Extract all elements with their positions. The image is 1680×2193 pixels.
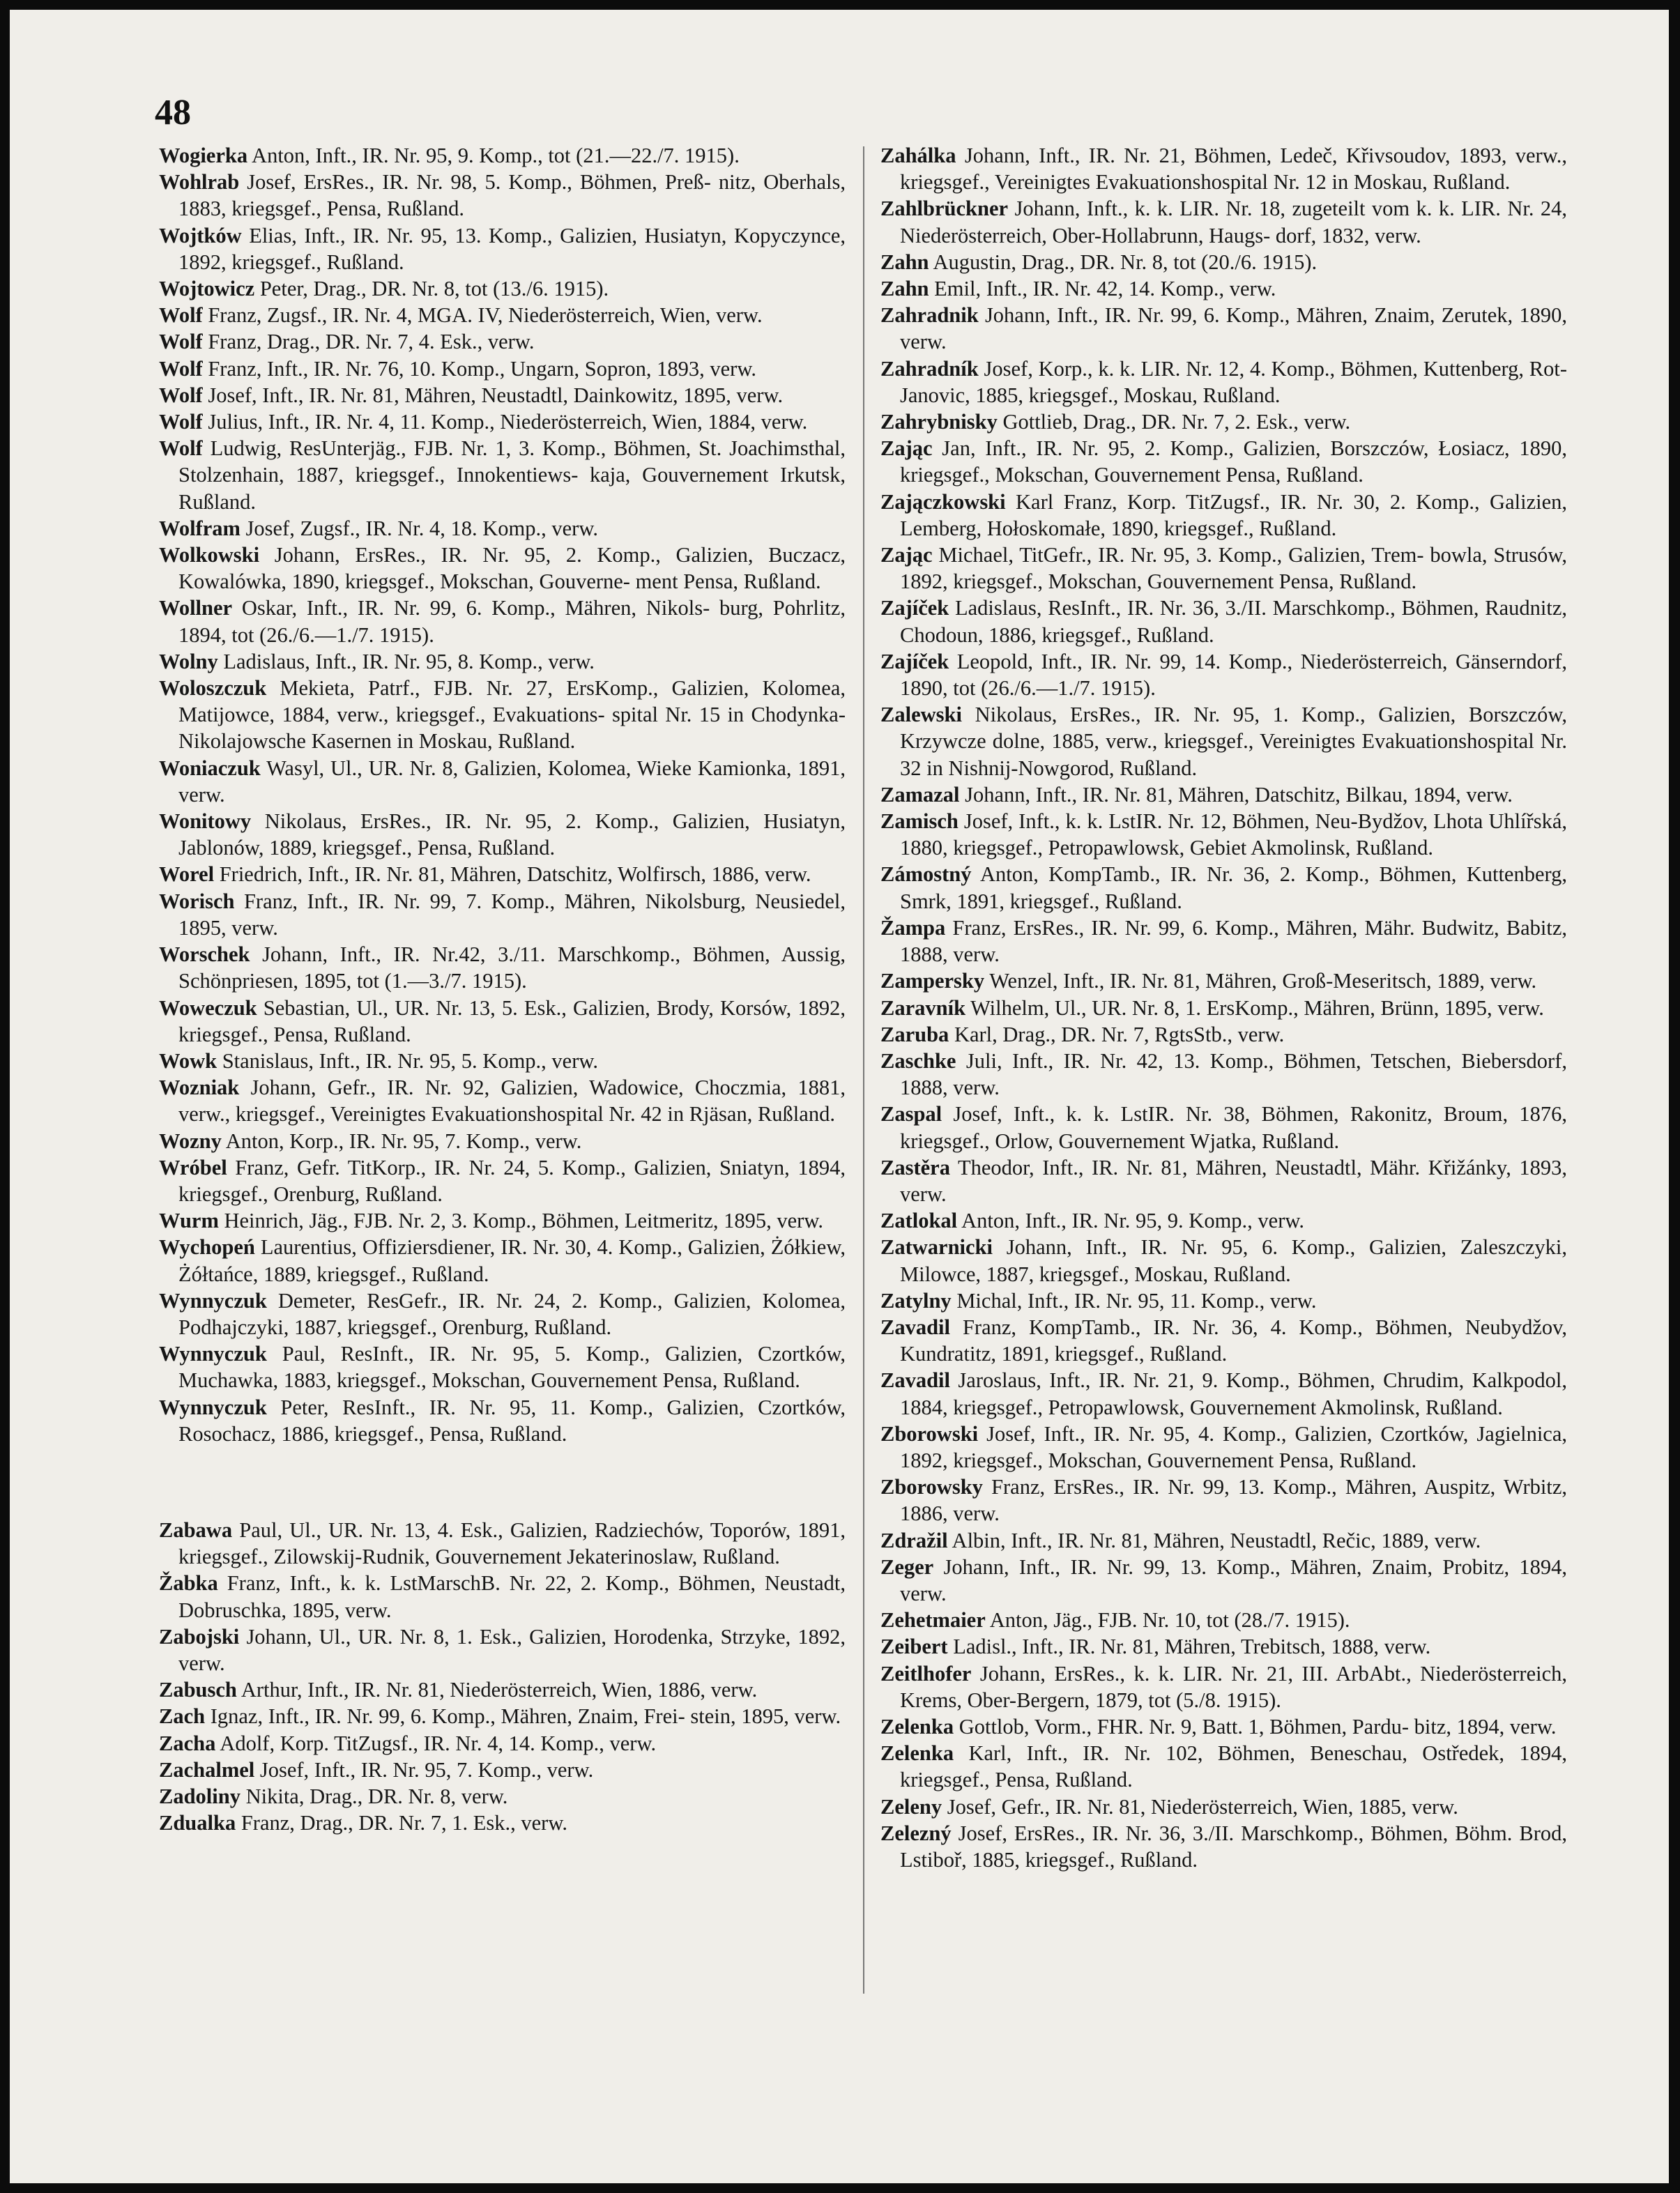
list-entry (159, 275, 846, 302)
entry-surname: Zajíček (880, 596, 949, 620)
entry-surname: Worisch (159, 889, 235, 913)
list-entry (159, 1517, 846, 1570)
entry-surname: Zelezný (880, 1821, 952, 1845)
entry-surname: Zahn (880, 250, 929, 274)
list-entry (159, 1340, 846, 1393)
entry-details: Josef, ErsRes., IR. Nr. 36, 3./II. Marschkomp., Böhmen, Böhm. Brod, Lstiboř, 1885, kriegsgef., Rußland. (900, 1821, 1568, 1872)
list-entry (159, 356, 846, 382)
entry-surname: Wojtków (159, 223, 242, 247)
entry-details: Ladislaus, Inft., IR. Nr. 95, 8. Komp., verw. (223, 649, 595, 673)
entry-surname: Zajączkowski (880, 489, 1006, 514)
entry-surname: Wolf (159, 436, 203, 461)
list-entry (159, 995, 846, 1048)
list-entry (880, 1101, 1567, 1154)
entry-surname: Wojtowicz (159, 277, 255, 301)
list-entry (159, 648, 846, 675)
list-entry (880, 995, 1567, 1021)
entry-surname: Wurm (159, 1209, 219, 1233)
list-entry (159, 222, 846, 275)
list-entry (880, 968, 1567, 994)
list-entry (159, 1623, 846, 1676)
list-entry (880, 1820, 1567, 1873)
entry-details: Oskar, Inft., IR. Nr. 99, 6. Komp., Mähren, Nikols- burg, Pohrlitz, 1894, tot (26./6.—1./7. 1915). (178, 596, 846, 647)
entry-details: Franz, Zugsf., IR. Nr. 4, MGA. IV, Niederösterreich, Wien, verw. (208, 303, 763, 328)
list-entry (880, 1607, 1567, 1633)
entry-surname: Wynnyczuk (159, 1288, 267, 1313)
entry-details: Johann, Inft., IR. Nr. 99, 13. Komp., Mähren, Znaim, Probitz, 1894, verw. (900, 1554, 1568, 1605)
entry-details: Josef, Inft., k. k. LstIR. Nr. 38, Böhmen, Rakonitz, Broum, 1876, kriegsgef., Orlow, Gouvernement Wjatka, Rußland. (900, 1102, 1568, 1153)
list-entry (159, 595, 846, 648)
entry-surname: Zaruba (880, 1022, 949, 1046)
entry-details: Michael, TitGefr., IR. Nr. 95, 3. Komp., Galizien, Trem- bowla, Strusów, 1892, kriegsgef., Mokschan, Gouvernement Pensa, Rußland. (900, 543, 1568, 594)
list-entry (880, 1367, 1567, 1420)
entry-details: Michal, Inft., IR. Nr. 95, 11. Komp., verw. (956, 1288, 1317, 1313)
list-entry (880, 1421, 1567, 1474)
list-entry (880, 1154, 1567, 1207)
page-number: 48 (155, 93, 191, 132)
entry-surname: Žabka (159, 1571, 218, 1596)
list-entry (159, 941, 846, 994)
list-entry (159, 1154, 846, 1207)
list-entry (880, 781, 1567, 808)
entry-details: Johann, Inft., IR. Nr.42, 3./11. Marschkomp., Böhmen, Aussig, Schönpriesen, 1895, tot (1.—3./7. 1915). (178, 942, 846, 993)
entry-details: Gottlob, Vorm., FHR. Nr. 9, Batt. 1, Böhmen, Pardu- bitz, 1894, verw. (959, 1714, 1557, 1739)
entry-details: Johann, Inft., IR. Nr. 21, Böhmen, Ledeč, Křivsoudov, 1893, verw., kriegsgef., Vereinigtes Evakuationshospital Nr. 12 in Moskau, Rußland. (900, 144, 1568, 194)
entry-surname: Zając (880, 436, 933, 461)
entry-details: Ludwig, ResUnterjäg., FJB. Nr. 1, 3. Komp., Böhmen, St. Joachimsthal, Stolzenhain, 1887, kriegsgef., Innokentiews- kaja, Gouvernement Irkutsk, Rußland. (178, 436, 846, 514)
entry-details: Nikolaus, ErsRes., IR. Nr. 95, 1. Komp., Galizien, Borszczów, Krzywcze dolne, 1885, verw., kriegsgef., Vereinigtes Evakuationshospital Nr. 32 in Nishnij-Nowgorod, Rußland. (900, 703, 1568, 780)
entry-surname: Zastěra (880, 1155, 950, 1179)
list-entry (159, 1783, 846, 1810)
list-entry (880, 1234, 1567, 1287)
list-entry (159, 1810, 846, 1836)
entry-surname: Zabawa (159, 1518, 233, 1542)
right-column (880, 142, 1567, 1873)
entry-details: Josef, Inft., IR. Nr. 95, 7. Komp., verw. (259, 1757, 594, 1782)
entry-surname: Zamazal (880, 782, 960, 807)
entry-surname: Wowk (159, 1048, 217, 1073)
list-entry (159, 515, 846, 542)
column-divider (863, 146, 864, 1994)
list-entry (159, 382, 846, 408)
list-entry (159, 1757, 846, 1783)
entry-details: Josef, ErsRes., IR. Nr. 98, 5. Komp., Böhmen, Preß- nitz, Oberhals, 1883, kriegsgef., Pensa, Rußland. (178, 170, 846, 221)
list-entry (880, 489, 1567, 542)
entry-details: Karl, Inft., IR. Nr. 102, Böhmen, Beneschau, Ostředek, 1894, kriegsgef., Pensa, Rußland. (900, 1741, 1568, 1792)
entry-details: Julius, Inft., IR. Nr. 4, 11. Komp., Niederösterreich, Wien, 1884, verw. (208, 410, 808, 434)
entry-surname: Zajíček (880, 649, 949, 673)
entry-details: Nikolaus, ErsRes., IR. Nr. 95, 2. Komp., Galizien, Husiatyn, Jablonów, 1889, kriegsgef., Pensa, Rußland. (178, 809, 846, 860)
list-entry (159, 808, 846, 861)
entry-surname: Wolkowski (159, 543, 260, 567)
list-entry (880, 1527, 1567, 1554)
entry-details: Johann, ErsRes., IR. Nr. 95, 2. Komp., Galizien, Buczacz, Kowalówka, 1890, kriegsgef., Mokschan, Gouverne- ment Pensa, Rußland. (178, 543, 846, 594)
list-entry (159, 435, 846, 515)
entry-surname: Zavadil (880, 1368, 951, 1393)
entry-surname: Wonitowy (159, 809, 252, 834)
entry-surname: Wohlrab (159, 170, 240, 194)
entry-details: Ignaz, Inft., IR. Nr. 99, 6. Komp., Mähren, Znaim, Frei- stein, 1895, verw. (210, 1704, 841, 1729)
entry-surname: Zach (159, 1704, 206, 1729)
entry-details: Jan, Inft., IR. Nr. 95, 2. Komp., Galizien, Borszczów, Łosiacz, 1890, kriegsgef., Mokschan, Gouvernement Pensa, Rußland. (900, 436, 1568, 487)
entry-details: Karl Franz, Korp. TitZugsf., IR. Nr. 30, 2. Komp., Galizien, Lemberg, Hołoskomałe, 1890, kriegsgef., Rußland. (900, 489, 1567, 540)
list-entry (159, 1287, 846, 1340)
entry-surname: Woloszczuk (159, 676, 267, 701)
list-entry (159, 888, 846, 941)
entry-surname: Wozny (159, 1129, 222, 1153)
list-entry (159, 408, 846, 435)
entry-details: Sebastian, Ul., UR. Nr. 13, 5. Esk., Galizien, Brody, Korsów, 1892, kriegsgef., Pensa, Rußland. (178, 995, 846, 1046)
list-entry (880, 595, 1567, 648)
entry-surname: Zając (880, 543, 933, 567)
entry-details: Franz, Inft., IR. Nr. 76, 10. Komp., Ungarn, Sopron, 1893, verw. (208, 356, 757, 381)
list-entry (159, 1128, 846, 1154)
list-entry (159, 1394, 846, 1447)
entry-details: Gottlieb, Drag., DR. Nr. 7, 2. Esk., verw. (1002, 410, 1351, 434)
list-entry (159, 861, 846, 887)
entry-surname: Zampersky (880, 969, 985, 993)
entry-surname: Zelenka (880, 1741, 954, 1766)
entry-details: Anton, Inft., IR. Nr. 95, 9. Komp., verw. (961, 1209, 1305, 1233)
list-entry (159, 302, 846, 328)
list-entry (880, 275, 1567, 302)
entry-surname: Zatlokal (880, 1209, 958, 1233)
list-entry (880, 1021, 1567, 1048)
list-entry (880, 542, 1567, 595)
entry-surname: Zámostný (880, 862, 972, 887)
entry-surname: Wolf (159, 383, 203, 407)
entry-surname: Wolfram (159, 516, 240, 540)
entry-details: Franz, Drag., DR. Nr. 7, 4. Esk., verw. (208, 330, 535, 354)
entry-surname: Woniaczuk (159, 756, 261, 780)
entry-details: Josef, Inft., IR. Nr. 95, 4. Komp., Galizien, Czortków, Jagielnica, 1892, kriegsgef., Mokschan, Gouvernement Pensa, Rußland. (900, 1421, 1568, 1472)
entry-details: Theodor, Inft., IR. Nr. 81, Mähren, Neustadtl, Mähr. Křižánky, 1893, verw. (900, 1155, 1568, 1206)
entry-surname: Žampa (880, 915, 946, 940)
entry-surname: Zaschke (880, 1048, 956, 1073)
entry-surname: Wróbel (159, 1155, 227, 1179)
list-entry (880, 1740, 1567, 1793)
entry-surname: Wolny (159, 649, 218, 673)
list-entry (159, 1570, 846, 1623)
list-entry (159, 1234, 846, 1287)
entry-surname: Zaravník (880, 995, 966, 1020)
entry-details: Laurentius, Offiziersdiener, IR. Nr. 30, 4. Komp., Galizien, Żółkiew, Żółtańce, 1889, kriegsgef., Rußland. (178, 1235, 846, 1286)
entry-surname: Zabusch (159, 1678, 237, 1702)
entry-surname: Zacha (159, 1731, 216, 1755)
entry-surname: Zatylny (880, 1288, 952, 1313)
entry-surname: Zachalmel (159, 1757, 255, 1782)
entry-details: Franz, Inft., k. k. LstMarschB. Nr. 22, 2. Komp., Böhmen, Neustadt, Dobruschka, 1895, verw. (178, 1571, 846, 1622)
entry-surname: Wychopeń (159, 1235, 255, 1260)
entry-details: Josef, Inft., IR. Nr. 81, Mähren, Neustadtl, Dainkowitz, 1895, verw. (208, 383, 784, 407)
entry-details: Paul, ResInft., IR. Nr. 95, 5. Komp., Galizien, Czortków, Muchawka, 1883, kriegsgef., Mokschan, Gouvernement Pensa, Rußland. (178, 1342, 846, 1393)
entry-surname: Zborowsky (880, 1475, 983, 1499)
list-entry (880, 195, 1567, 248)
list-entry (880, 1554, 1567, 1607)
list-entry (880, 861, 1567, 914)
entry-surname: Zabojski (159, 1624, 240, 1649)
entry-details: Johann, Inft., k. k. LIR. Nr. 18, zugeteilt vom k. k. LIR. Nr. 24, Niederösterreich, Ober-Hollabrunn, Haugs- dorf, 1832, verw. (900, 197, 1567, 247)
list-entry (880, 435, 1567, 488)
list-entry (880, 1474, 1567, 1527)
entry-details: Ladislaus, ResInft., IR. Nr. 36, 3./II. Marschkomp., Böhmen, Raudnitz, Chodoun, 1886, kriegsgef., Rußland. (900, 596, 1567, 647)
list-entry (159, 542, 846, 595)
entry-details: Anton, Jäg., FJB. Nr. 10, tot (28./7. 1915). (989, 1608, 1350, 1633)
entry-details: Franz, Drag., DR. Nr. 7, 1. Esk., verw. (240, 1811, 567, 1835)
list-entry (880, 1633, 1567, 1660)
entry-details: Anton, Korp., IR. Nr. 95, 7. Komp., verw. (225, 1129, 582, 1153)
list-entry (159, 142, 846, 169)
list-entry (880, 1660, 1567, 1713)
entry-details: Wenzel, Inft., IR. Nr. 81, Mähren, Groß-Meseritsch, 1889, verw. (989, 969, 1537, 993)
entry-details: Josef, Korp., k. k. LIR. Nr. 12, 4. Komp., Böhmen, Kuttenberg, Rot-Janovic, 1885, kriegsgef., Moskau, Rußland. (900, 356, 1568, 407)
list-entry (159, 169, 846, 222)
entry-details: Juli, Inft., IR. Nr. 42, 13. Komp., Böhmen, Tetschen, Biebersdorf, 1888, verw. (900, 1048, 1568, 1100)
entry-details: Demeter, ResGefr., IR. Nr. 24, 2. Komp., Galizien, Kolomea, Podhajczyki, 1887, kriegsgef., Orenburg, Rußland. (178, 1288, 846, 1339)
entry-surname: Zatwarnicki (880, 1235, 993, 1260)
entry-details: Josef, Gefr., IR. Nr. 81, Niederösterreich, Wien, 1885, verw. (947, 1794, 1458, 1819)
entry-details: Franz, Gefr. TitKorp., IR. Nr. 24, 5. Komp., Galizien, Sniatyn, 1894, kriegsgef., Orenburg, Rußland. (178, 1155, 846, 1206)
entry-surname: Wolf (159, 330, 203, 354)
list-entry (880, 915, 1567, 968)
entry-surname: Wogierka (159, 144, 248, 167)
entry-details: Johann, Gefr., IR. Nr. 92, Galizien, Wadowice, Choczmia, 1881, verw., kriegsgef., Vereinigtes Evakuationshospital Nr. 42 in Rjäsan, Rußland. (178, 1076, 846, 1126)
entry-surname: Zdražil (880, 1528, 948, 1552)
entry-details: Albin, Inft., IR. Nr. 81, Mähren, Neustadtl, Rečic, 1889, verw. (952, 1528, 1481, 1552)
list-entry (880, 1048, 1567, 1101)
entry-surname: Wozniak (159, 1076, 240, 1100)
entry-surname: Zahn (880, 277, 929, 301)
entry-surname: Zeger (880, 1554, 934, 1579)
entry-details: Adolf, Korp. TitZugsf., IR. Nr. 4, 14. Komp., verw. (220, 1731, 657, 1755)
entry-details: Nikita, Drag., DR. Nr. 8, verw. (245, 1784, 508, 1808)
list-entry (159, 1207, 846, 1234)
entry-details: Franz, ErsRes., IR. Nr. 99, 13. Komp., Mähren, Auspitz, Wrbitz, 1886, verw. (900, 1475, 1567, 1526)
list-entry (880, 1314, 1567, 1367)
entry-surname: Zahradnik (880, 303, 979, 328)
entry-surname: Zavadil (880, 1315, 951, 1339)
list-entry (159, 755, 846, 808)
entry-surname: Zborowski (880, 1421, 979, 1446)
entry-details: Franz, Inft., IR. Nr. 99, 7. Komp., Mähren, Nikolsburg, Neusiedel, 1895, verw. (178, 889, 846, 940)
entry-details: Anton, KompTamb., IR. Nr. 36, 2. Komp., Böhmen, Kuttenberg, Smrk, 1891, kriegsgef., Rußland. (900, 862, 1567, 913)
entry-details: Johann, ErsRes., k. k. LIR. Nr. 21, III. ArbAbt., Niederösterreich, Krems, Ober-Bergern, 1879, tot (5./8. 1915). (900, 1661, 1568, 1712)
entry-surname: Zahlbrückner (880, 197, 1009, 221)
list-entry (159, 1703, 846, 1729)
entry-details: Heinrich, Jäg., FJB. Nr. 2, 3. Komp., Böhmen, Leitmeritz, 1895, verw. (224, 1209, 824, 1233)
entry-surname: Zehetmaier (880, 1608, 986, 1633)
entry-details: Josef, Inft., k. k. LstIR. Nr. 12, Böhmen, Neu-Bydžov, Lhota Uhlířská, 1880, kriegsgef., Petropawlowsk, Gebiet Akmolinsk, Rußland. (900, 809, 1567, 860)
entry-details: Mekieta, Patrf., FJB. Nr. 27, ErsKomp., Galizien, Kolomea, Matijowce, 1884, verw., kriegsgef., Evakuations- spital Nr. 15 in Chodynka-Nikolajowsche Kasernen in Moskau, Rußland. (178, 676, 846, 754)
entry-details: Peter, Drag., DR. Nr. 8, tot (13./6. 1915). (259, 277, 609, 301)
entry-surname: Zahrybnisky (880, 410, 998, 434)
entry-details: Anton, Inft., IR. Nr. 95, 9. Komp., tot (21.—22./7. 1915). (252, 144, 740, 167)
entry-surname: Zeibert (880, 1635, 948, 1659)
entry-surname: Zeitlhofer (880, 1661, 972, 1686)
list-entry (880, 1287, 1567, 1314)
entry-surname: Wynnyczuk (159, 1395, 267, 1419)
entry-surname: Wolf (159, 356, 203, 381)
entry-details: Johann, Ul., UR. Nr. 8, 1. Esk., Galizien, Horodenka, Strzyke, 1892, verw. (178, 1624, 846, 1675)
entry-details: Johann, Inft., IR. Nr. 99, 6. Komp., Mähren, Znaim, Zerutek, 1890, verw. (900, 303, 1567, 354)
entry-surname: Zalewski (880, 703, 962, 727)
entry-details: Josef, Zugsf., IR. Nr. 4, 18. Komp., verw. (245, 516, 598, 540)
section-gap (159, 1447, 846, 1517)
entry-surname: Wollner (159, 596, 233, 620)
entry-surname: Zelenka (880, 1714, 954, 1739)
left-column (159, 142, 846, 1836)
list-entry (880, 808, 1567, 861)
list-entry (880, 142, 1567, 195)
entry-details: Peter, ResInft., IR. Nr. 95, 11. Komp., Galizien, Czortków, Rosochacz, 1886, kriegsgef., Pensa, Rußland. (178, 1395, 846, 1446)
entry-details: Stanislaus, Inft., IR. Nr. 95, 5. Komp., verw. (222, 1048, 599, 1073)
list-entry (880, 249, 1567, 275)
entry-details: Johann, Inft., IR. Nr. 81, Mähren, Datschitz, Bilkau, 1894, verw. (965, 782, 1513, 807)
entry-details: Wasyl, Ul., UR. Nr. 8, Galizien, Kolomea, Wieke Kamionka, 1891, verw. (178, 756, 846, 807)
entry-surname: Worschek (159, 942, 250, 967)
entry-details: Wilhelm, Ul., UR. Nr. 8, 1. ErsKomp., Mähren, Brünn, 1895, verw. (970, 995, 1544, 1020)
entry-details: Karl, Drag., DR. Nr. 7, RgtsStb., verw. (954, 1022, 1285, 1046)
list-entry (880, 648, 1567, 701)
entry-details: Friedrich, Inft., IR. Nr. 81, Mähren, Datschitz, Wolfirsch, 1886, verw. (219, 862, 811, 887)
list-entry (159, 1048, 846, 1074)
list-entry (880, 356, 1567, 408)
entry-details: Ladisl., Inft., IR. Nr. 81, Mähren, Trebitsch, 1888, verw. (953, 1635, 1431, 1659)
entry-surname: Zahálka (880, 144, 956, 167)
entry-details: Arthur, Inft., IR. Nr. 81, Niederösterreich, Wien, 1886, verw. (240, 1678, 758, 1702)
entry-surname: Zadoliny (159, 1784, 240, 1808)
scanned-page (10, 10, 1669, 2183)
list-entry (880, 1713, 1567, 1740)
entry-surname: Woweczuk (159, 995, 257, 1020)
entry-details: Augustin, Drag., DR. Nr. 8, tot (20./6. 1915). (933, 250, 1318, 274)
entry-surname: Zamisch (880, 809, 959, 834)
list-entry (159, 1676, 846, 1703)
list-entry (880, 1794, 1567, 1820)
list-entry (880, 1207, 1567, 1234)
entry-surname: Wolf (159, 410, 203, 434)
entry-details: Johann, Inft., IR. Nr. 95, 6. Komp., Galizien, Zaleszczyki, Milowce, 1887, kriegsgef., Moskau, Rußland. (900, 1235, 1567, 1286)
entry-details: Jaroslaus, Inft., IR. Nr. 21, 9. Komp., Böhmen, Chrudim, Kalkpodol, 1884, kriegsgef., Petropawlowsk, Gouvernement Akmolinsk, Rußland. (900, 1368, 1567, 1419)
entry-surname: Zahradník (880, 356, 979, 381)
entry-surname: Zaspal (880, 1102, 942, 1126)
entry-surname: Worel (159, 862, 215, 887)
entry-surname: Zeleny (880, 1794, 942, 1819)
list-entry (880, 302, 1567, 355)
list-entry (159, 1074, 846, 1127)
entry-surname: Wolf (159, 303, 203, 328)
entry-surname: Zdualka (159, 1811, 236, 1835)
list-entry (159, 1730, 846, 1757)
list-entry (159, 675, 846, 755)
entry-details: Franz, KompTamb., IR. Nr. 36, 4. Komp., Böhmen, Neubydžov, Kundratitz, 1891, kriegsgef., Rußland. (900, 1315, 1567, 1366)
entry-details: Elias, Inft., IR. Nr. 95, 13. Komp., Galizien, Husiatyn, Kopyczynce, 1892, kriegsgef., Rußland. (178, 223, 846, 274)
list-entry (880, 701, 1567, 781)
entry-details: Paul, Ul., UR. Nr. 13, 4. Esk., Galizien, Radziechów, Toporów, 1891, kriegsgef., Zilowskij-Rudnik, Gouvernement Jekaterinoslaw, Rußland. (178, 1518, 846, 1569)
entry-details: Leopold, Inft., IR. Nr. 99, 14. Komp., Niederösterreich, Gänserndorf, 1890, tot (26./6.—1./7. 1915). (900, 649, 1568, 701)
list-entry (159, 328, 846, 355)
list-entry (880, 408, 1567, 435)
entry-details: Franz, ErsRes., IR. Nr. 99, 6. Komp., Mähren, Mähr. Budwitz, Babitz, 1888, verw. (900, 915, 1568, 967)
entry-surname: Wynnyczuk (159, 1342, 267, 1366)
entry-details: Emil, Inft., IR. Nr. 42, 14. Komp., verw. (934, 277, 1276, 301)
